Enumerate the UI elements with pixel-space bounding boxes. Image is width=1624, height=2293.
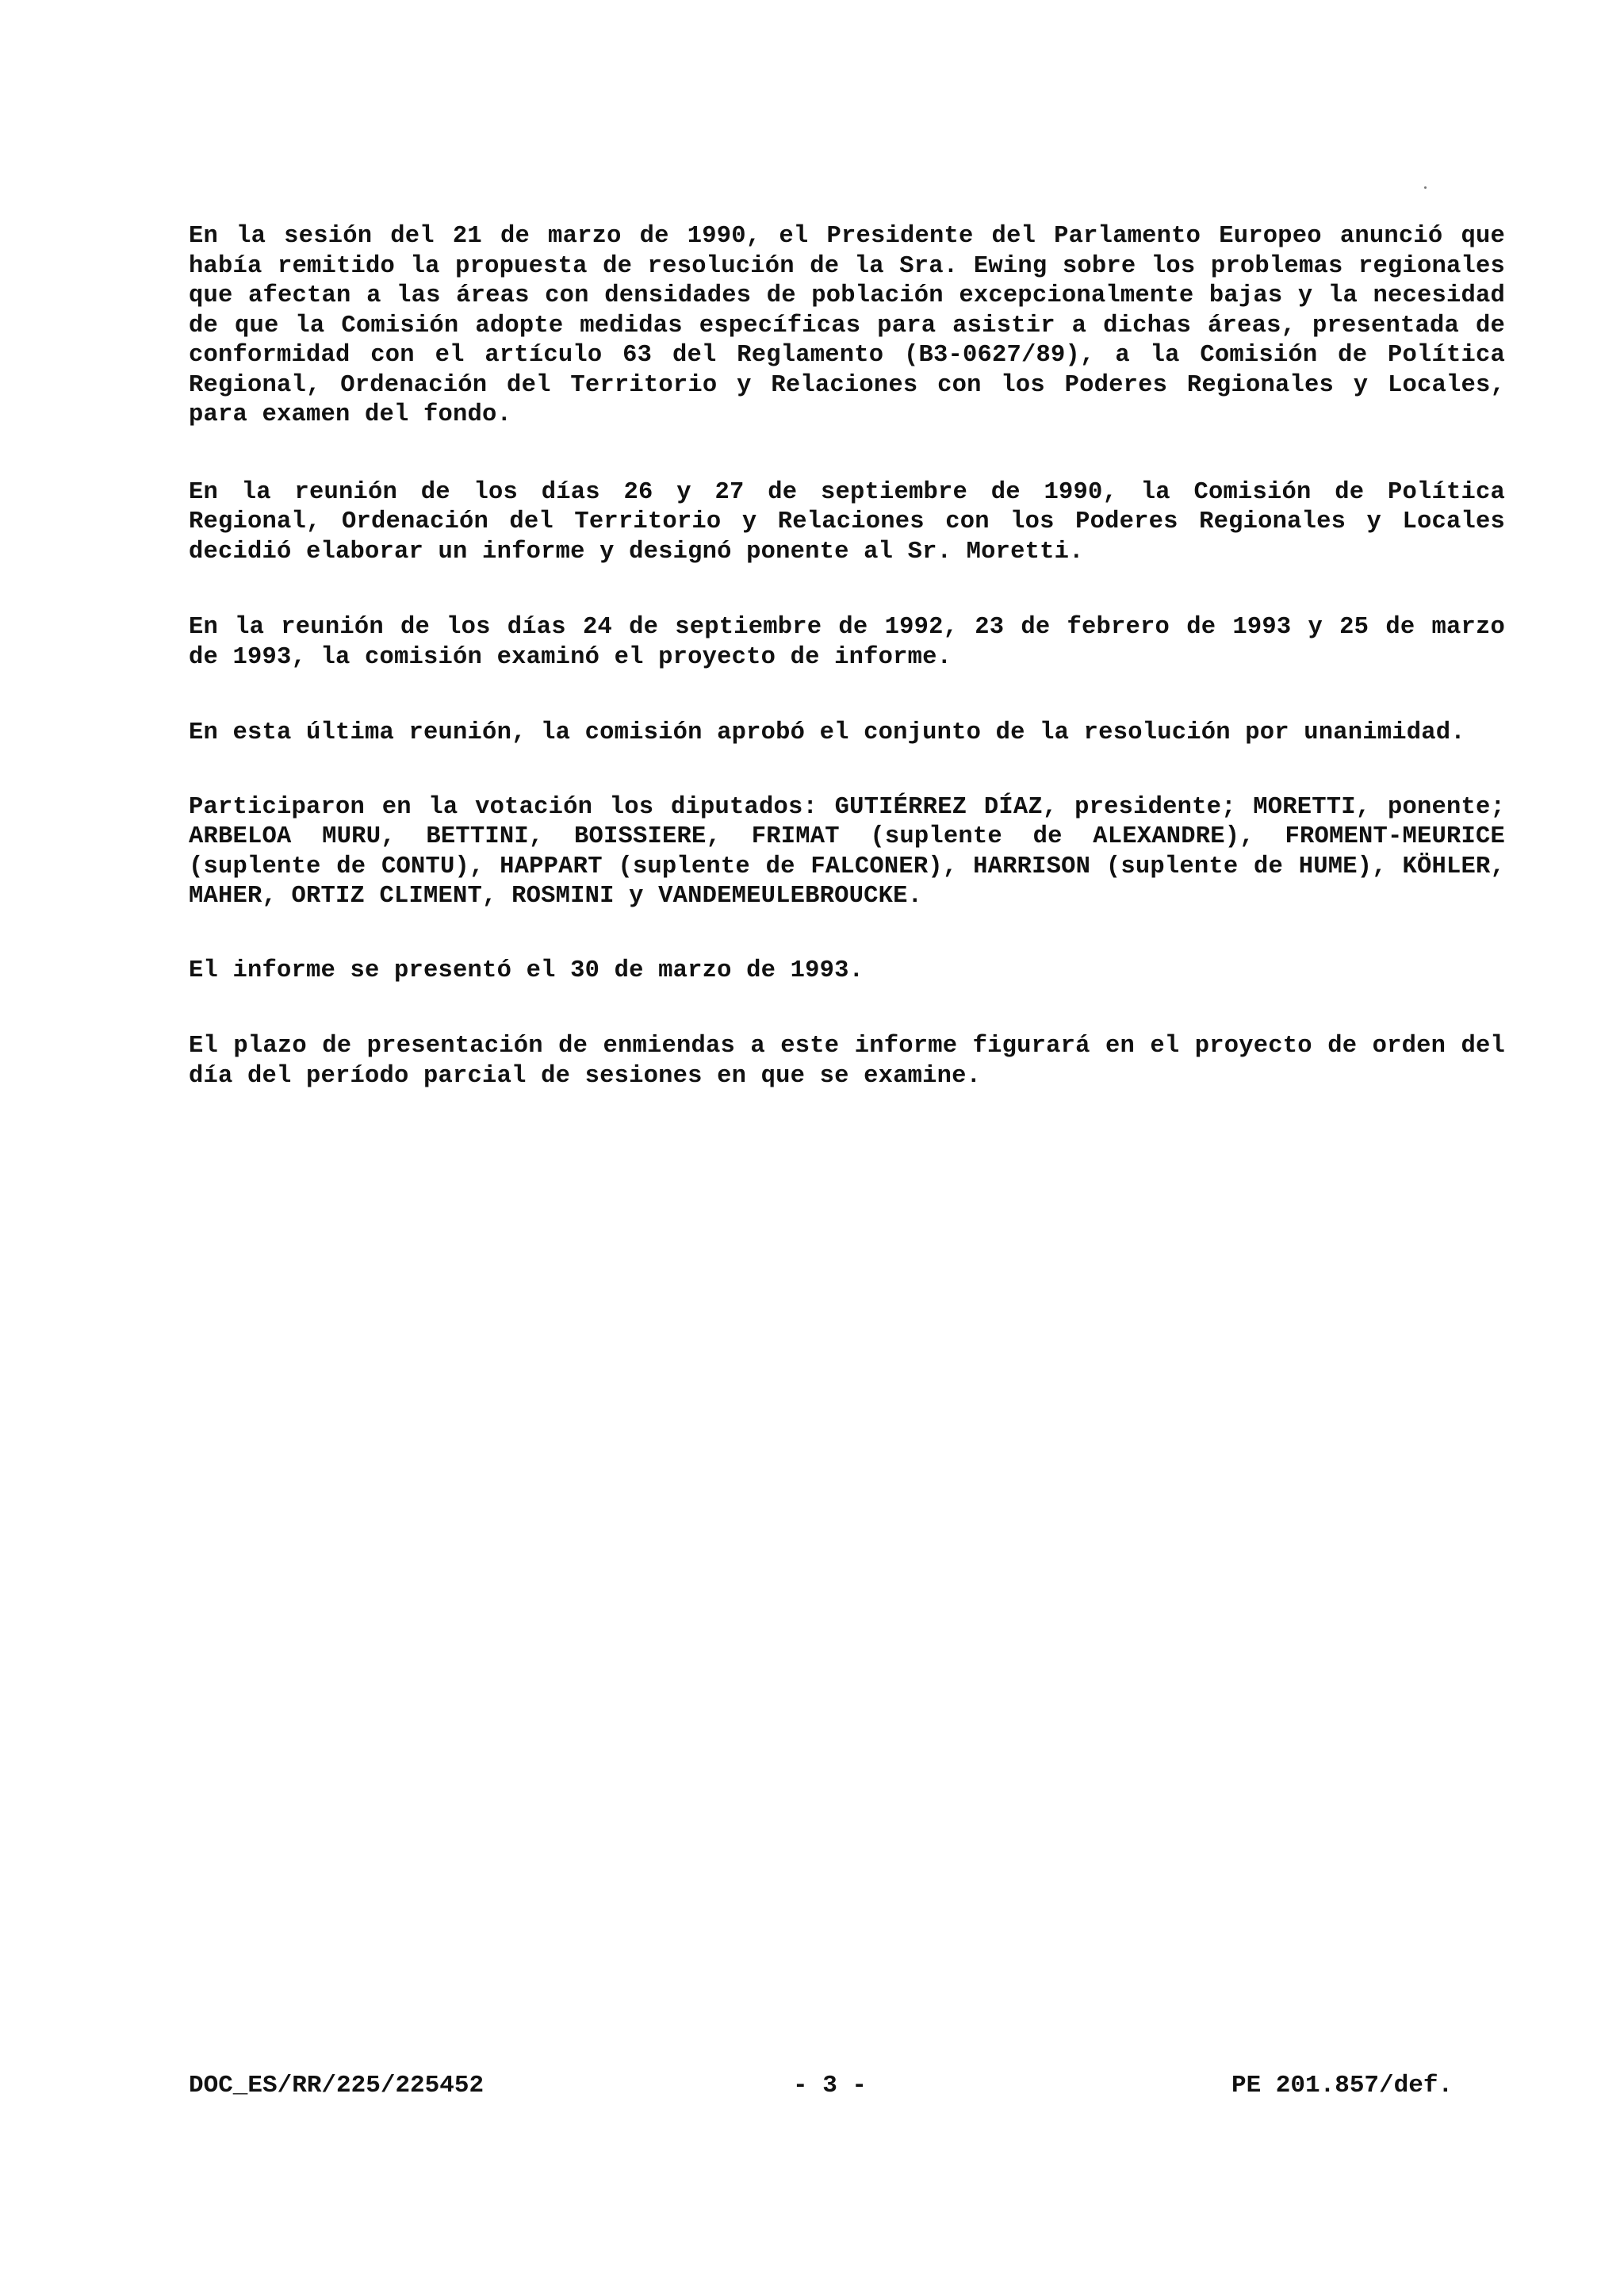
- paragraph-submission-date: El informe se presentó el 30 de marzo de 1993.: [189, 957, 864, 984]
- paragraph-rapporteur-appointment: En la reunión de los días 26 y 27 de septiembre de 1990, la Comisión de Política Regional, Ordenación del Territorio y Relaciones con los Poderes Regionales y Locales decidió elaborar un informe y designó ponente al Sr. Moretti.: [189, 478, 1505, 566]
- document-reference: DOC_ES/RR/225/225452: [189, 2072, 485, 2099]
- paragraph-procedure-referral: En la sesión del 21 de marzo de 1990, el Presidente del Parlamento Europeo anunció que había remitido la propuesta de resolución de la Sra. Ewing sobre los problemas regionales que afectan a las áreas con densidades de población excepcionalmente bajas y la necesidad de que la Comisión adopte medidas específicas para asistir a dichas áreas, presentada de conformidad con el artículo 63 del Reglamento (B3-0627/89), a la Comisión de Política Regional, Ordenación del Territorio y Relaciones con los Poderes Regionales y Locales, para examen del fondo.: [189, 223, 1505, 428]
- page-footer: [0, 2070, 1624, 2102]
- paragraph-amendments-deadline: El plazo de presentación de enmiendas a este informe figurará en el proyecto de orden del día del período parcial de sesiones en que se examine.: [189, 1033, 1505, 1090]
- pe-number: PE 201.857/def.: [1231, 2072, 1454, 2099]
- document-body: [189, 222, 1505, 1135]
- paragraph-adoption: En esta última reunión, la comisión aprobó el conjunto de la resolución por unanimidad.: [189, 719, 1465, 746]
- paragraph-draft-examination: En la reunión de los días 24 de septiembre de 1992, 23 de febrero de 1993 y 25 de marzo de 1993, la comisión examinó el proyecto de informe.: [189, 614, 1505, 671]
- paragraph-participants: Participaron en la votación los diputados: GUTIÉRREZ DÍAZ, presidente; MORETTI, ponente; ARBELOA MURU, BETTINI, BOISSIERE, FRIMAT (suplente de ALEXANDRE), FROMENT-MEURICE (suplente de CONTU), HAPPART (suplente de FALCONER), HARRISON (suplente de HUME), KÖHLER, MAHER, ORTIZ CLIMENT, ROSMINI y VANDEMEULEBROUCKE.: [189, 793, 1505, 910]
- scan-speck: [1424, 186, 1427, 189]
- page-number: - 3 -: [793, 2072, 868, 2099]
